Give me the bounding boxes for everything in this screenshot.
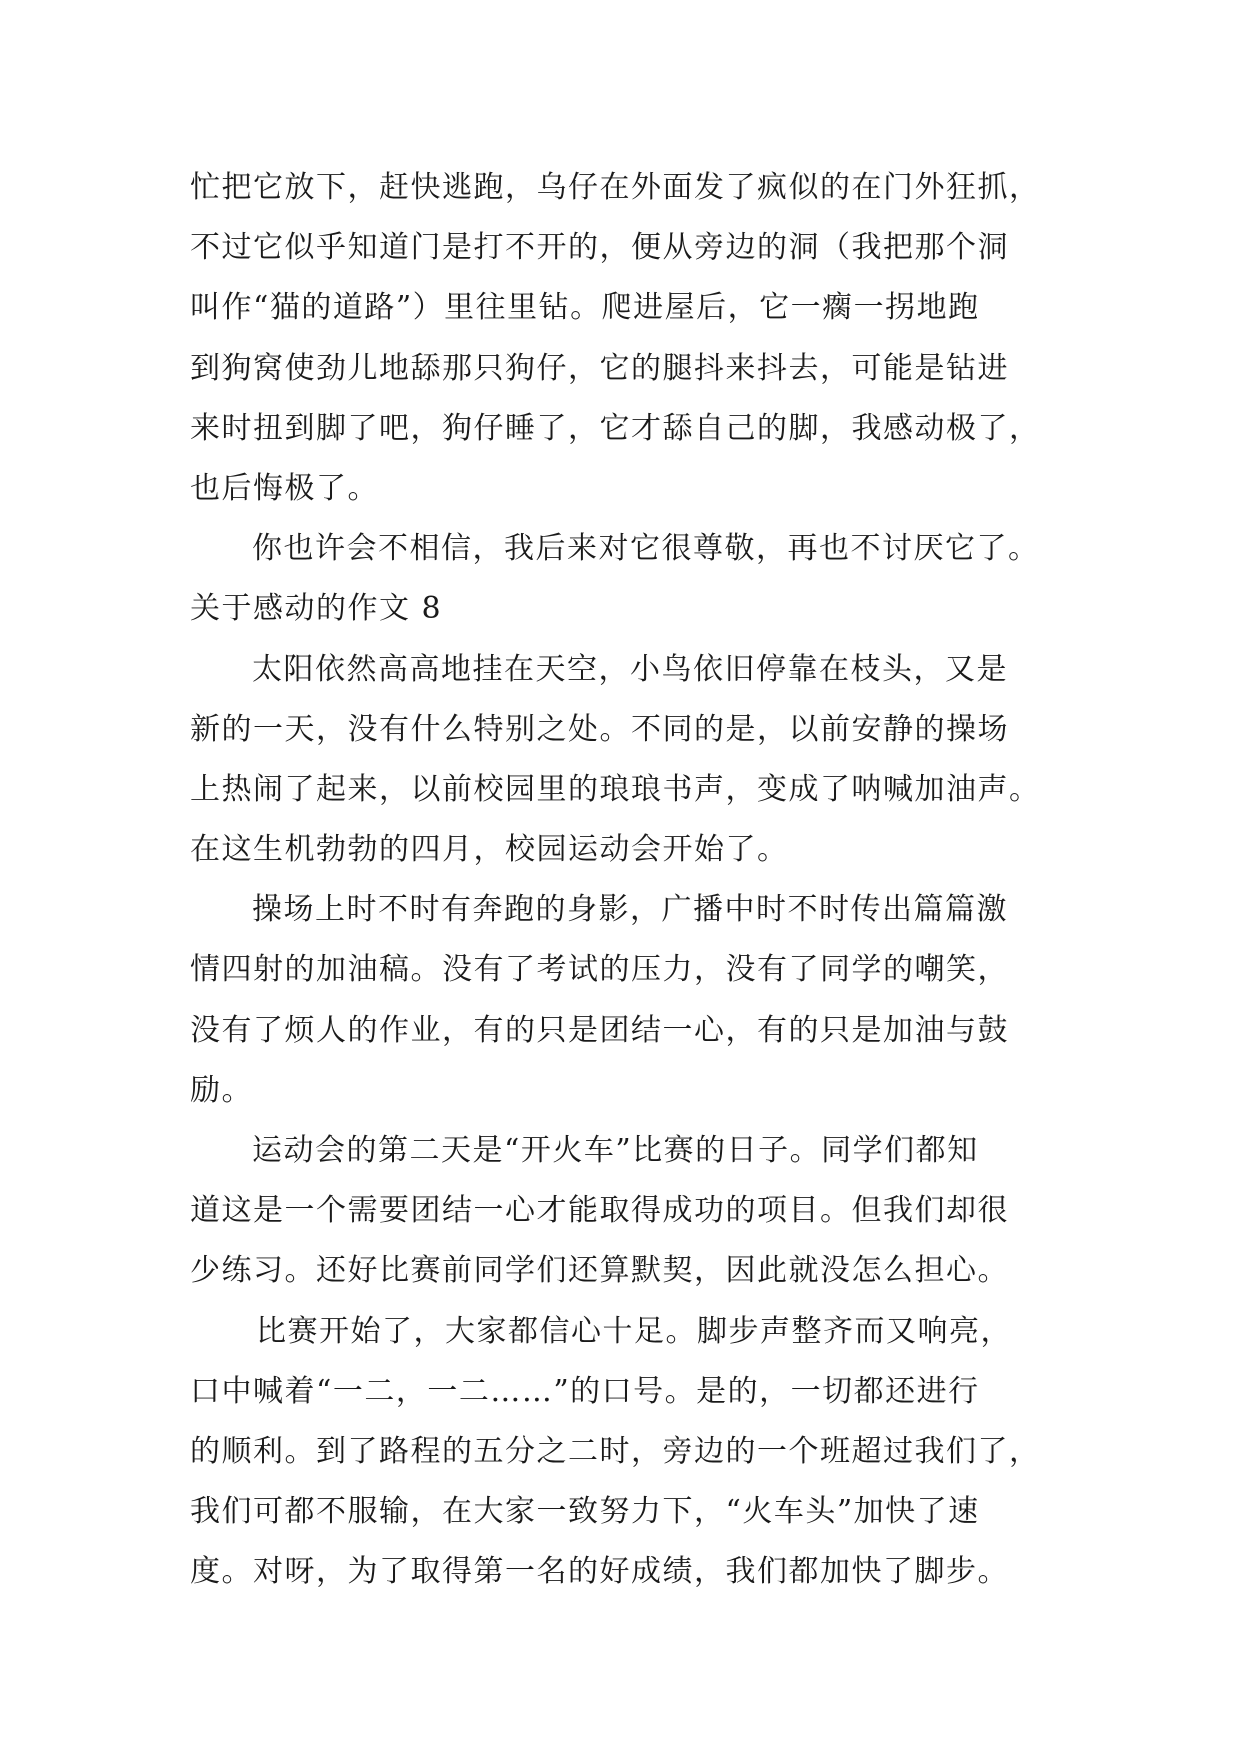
paragraph-line: 比赛开始了，大家都信心十足。脚步声整齐而又响亮，: [256, 1313, 1012, 1349]
paragraph-line: 道这是一个需要团结一心才能取得成功的项目。但我们却很: [190, 1193, 1009, 1229]
paragraph-line: 在这生机勃勃的四月，校园运动会开始了。: [190, 832, 789, 868]
paragraph-line: 不过它似乎知道门是打不开的，便从旁边的洞（我把那个洞: [190, 230, 1009, 266]
paragraph-line: 忙把它放下，赶快逃跑，乌仔在外面发了疯似的在门外狂抓，: [190, 170, 1041, 205]
essay-body: [190, 158, 1070, 1603]
paragraph-line: 励。: [190, 1072, 253, 1108]
paragraph-line: 口中喊着“一二，一二……”的口号。是的，一切都还进行: [190, 1373, 980, 1409]
paragraph-line: 度。对呀，为了取得第一名的好成绩，我们都加快了脚步。: [190, 1554, 1009, 1590]
paragraph-line: 也后悔极了。: [190, 470, 379, 506]
paragraph-line: 来时扭到脚了吧，狗仔睡了，它才舔自己的脚，我感动极了，: [190, 410, 1041, 446]
paragraph-line: 的顺利。到了路程的五分之二时，旁边的一个班超过我们了，: [190, 1433, 1041, 1469]
paragraph-line: 情四射的加油稿。没有了考试的压力，没有了同学的嘲笑，: [190, 952, 1009, 988]
section-heading: 关于感动的作文 8: [190, 591, 443, 627]
paragraph-line: 到狗窝使劲儿地舔那只狗仔，它的腿抖来抖去，可能是钻进: [190, 350, 1009, 386]
paragraph-line: 没有了烦人的作业，有的只是团结一心，有的只是加油与鼓: [190, 1012, 1009, 1048]
paragraph-line: 操场上时不时有奔跑的身影，广播中时不时传出篇篇激: [252, 892, 1008, 928]
paragraph-line: 少练习。还好比赛前同学们还算默契，因此就没怎么担心。: [190, 1253, 1009, 1289]
paragraph-line: 运动会的第二天是“开火车”比赛的日子。同学们都知: [252, 1133, 979, 1168]
paragraph-line: 你也许会不相信，我后来对它很尊敬，再也不讨厌它了。: [252, 531, 1040, 567]
paragraph-line: 太阳依然高高地挂在天空，小鸟依旧停靠在枝头，又是: [252, 651, 1008, 687]
paragraph-line: 叫作“猫的道路”）里往里钻。爬进屋后，它一瘸一拐地跑: [190, 290, 980, 326]
paragraph-line: 上热闹了起来，以前校园里的琅琅书声，变成了呐喊加油声。: [190, 771, 1041, 807]
paragraph-line: 我们可都不服输，在大家一致努力下，“火车头”加快了速: [190, 1494, 980, 1530]
paragraph-line: 新的一天，没有什么特别之处。不同的是，以前安静的操场: [190, 711, 1009, 747]
